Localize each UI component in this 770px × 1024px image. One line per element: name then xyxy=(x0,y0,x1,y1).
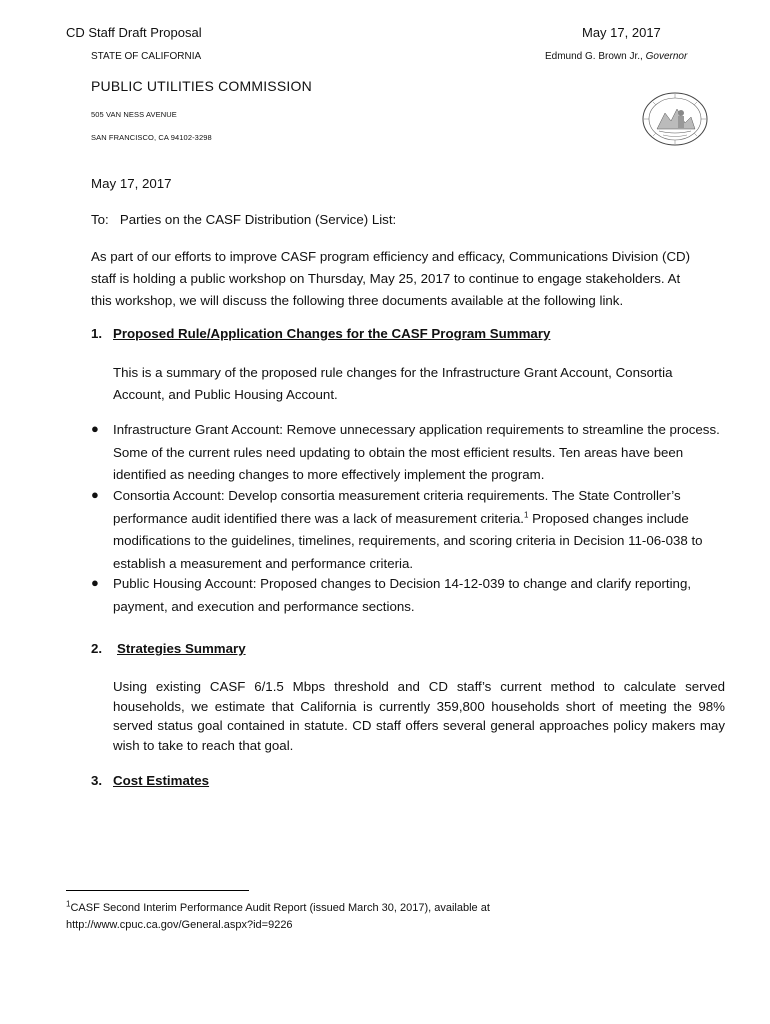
section-1-number: 1. xyxy=(91,326,103,341)
to-label: To: xyxy=(91,212,109,227)
address-line-1: 505 VAN NESS AVENUE xyxy=(91,110,177,119)
address-line-2: SAN FRANCISCO, CA 94102-3298 xyxy=(91,133,212,142)
section-2-summary: Using existing CASF 6/1.5 Mbps threshold and CD staff’s current method to calculate served households, we estimate that California is currently 359,800 households short of meeting the 98% served status goal contained in statute. CD staff offers several general approaches policy makers may wish to take to reach that goal. xyxy=(113,679,725,753)
section-1-summary: This is a summary of the proposed rule changes for the Infrastructure Grant Account, Consortia Account, and Public Housing Account. xyxy=(113,365,673,402)
bullet-consortia-text-1: Consortia Account: Develop consortia measurement criteria requirements. The State Controller’s performance audit identified there was a lack of measurement criteria. xyxy=(113,488,681,526)
commission-name: PUBLIC UTILITIES COMMISSION xyxy=(91,78,312,94)
bullet-marker: ● xyxy=(91,421,99,436)
to-value: Parties on the CASF Distribution (Service) List: xyxy=(119,212,397,227)
section-3-number: 3. xyxy=(91,773,103,788)
bullet-marker: ● xyxy=(91,487,99,502)
governor-name: Edmund G. Brown Jr., xyxy=(545,51,643,62)
footnote-number: 1 xyxy=(66,899,71,909)
governor-line xyxy=(545,51,687,62)
running-header-date: May 17, 2017 xyxy=(582,25,661,40)
footnote-text: CASF Second Interim Performance Audit Report (issued March 30, 2017), available at xyxy=(70,902,490,914)
letter-date: May 17, 2017 xyxy=(91,176,172,191)
state-label: STATE OF CALIFORNIA xyxy=(91,51,202,62)
footnote-line-1 xyxy=(66,900,686,917)
state-seal-icon xyxy=(641,91,709,147)
section-2-title: Strategies Summary xyxy=(117,641,246,656)
bullet-infrastructure: Infrastructure Grant Account: Remove unnecessary application requirements to streamline the process. Some of the current rules need updating to obtain the most efficient results. Ten areas have been identified as needing changes to more effectively implement the program. xyxy=(113,422,720,482)
footnote xyxy=(66,900,686,934)
bullet-consortia-text-2: Proposed changes include modifications to the guidelines, timelines, requirements, and scoring criteria in Decision 11-06-038 to establish a measurement and performance criteria. xyxy=(113,510,703,571)
footnote-divider xyxy=(66,890,249,891)
section-3-title: Cost Estimates xyxy=(113,773,210,788)
governor-title: Governor xyxy=(645,51,688,62)
bullet-public-housing: Public Housing Account: Proposed changes to Decision 14-12-039 to change and clarify reporting, payment, and execution and performance sections. xyxy=(113,576,692,614)
intro-paragraph: As part of our efforts to improve CASF program efficiency and efficacy, Communications Division (CD) staff is holding a public workshop on Thursday, May 25, 2017 to continue to engage stakeholders. At this workshop, we will discuss the following three documents available at the following link. xyxy=(91,249,691,308)
section-2-number: 2. xyxy=(91,641,103,656)
footnote-link[interactable]: http://www.cpuc.ca.gov/General.aspx?id=9226 xyxy=(66,919,293,931)
recipient-line xyxy=(91,209,396,231)
bullet-marker: ● xyxy=(91,575,99,590)
bullet-consortia xyxy=(113,485,723,575)
footnote-ref-1[interactable]: 1 xyxy=(523,510,529,520)
section-1-title: Proposed Rule/Application Changes for the CASF Program Summary xyxy=(113,326,551,341)
running-header-title: CD Staff Draft Proposal xyxy=(66,25,202,40)
